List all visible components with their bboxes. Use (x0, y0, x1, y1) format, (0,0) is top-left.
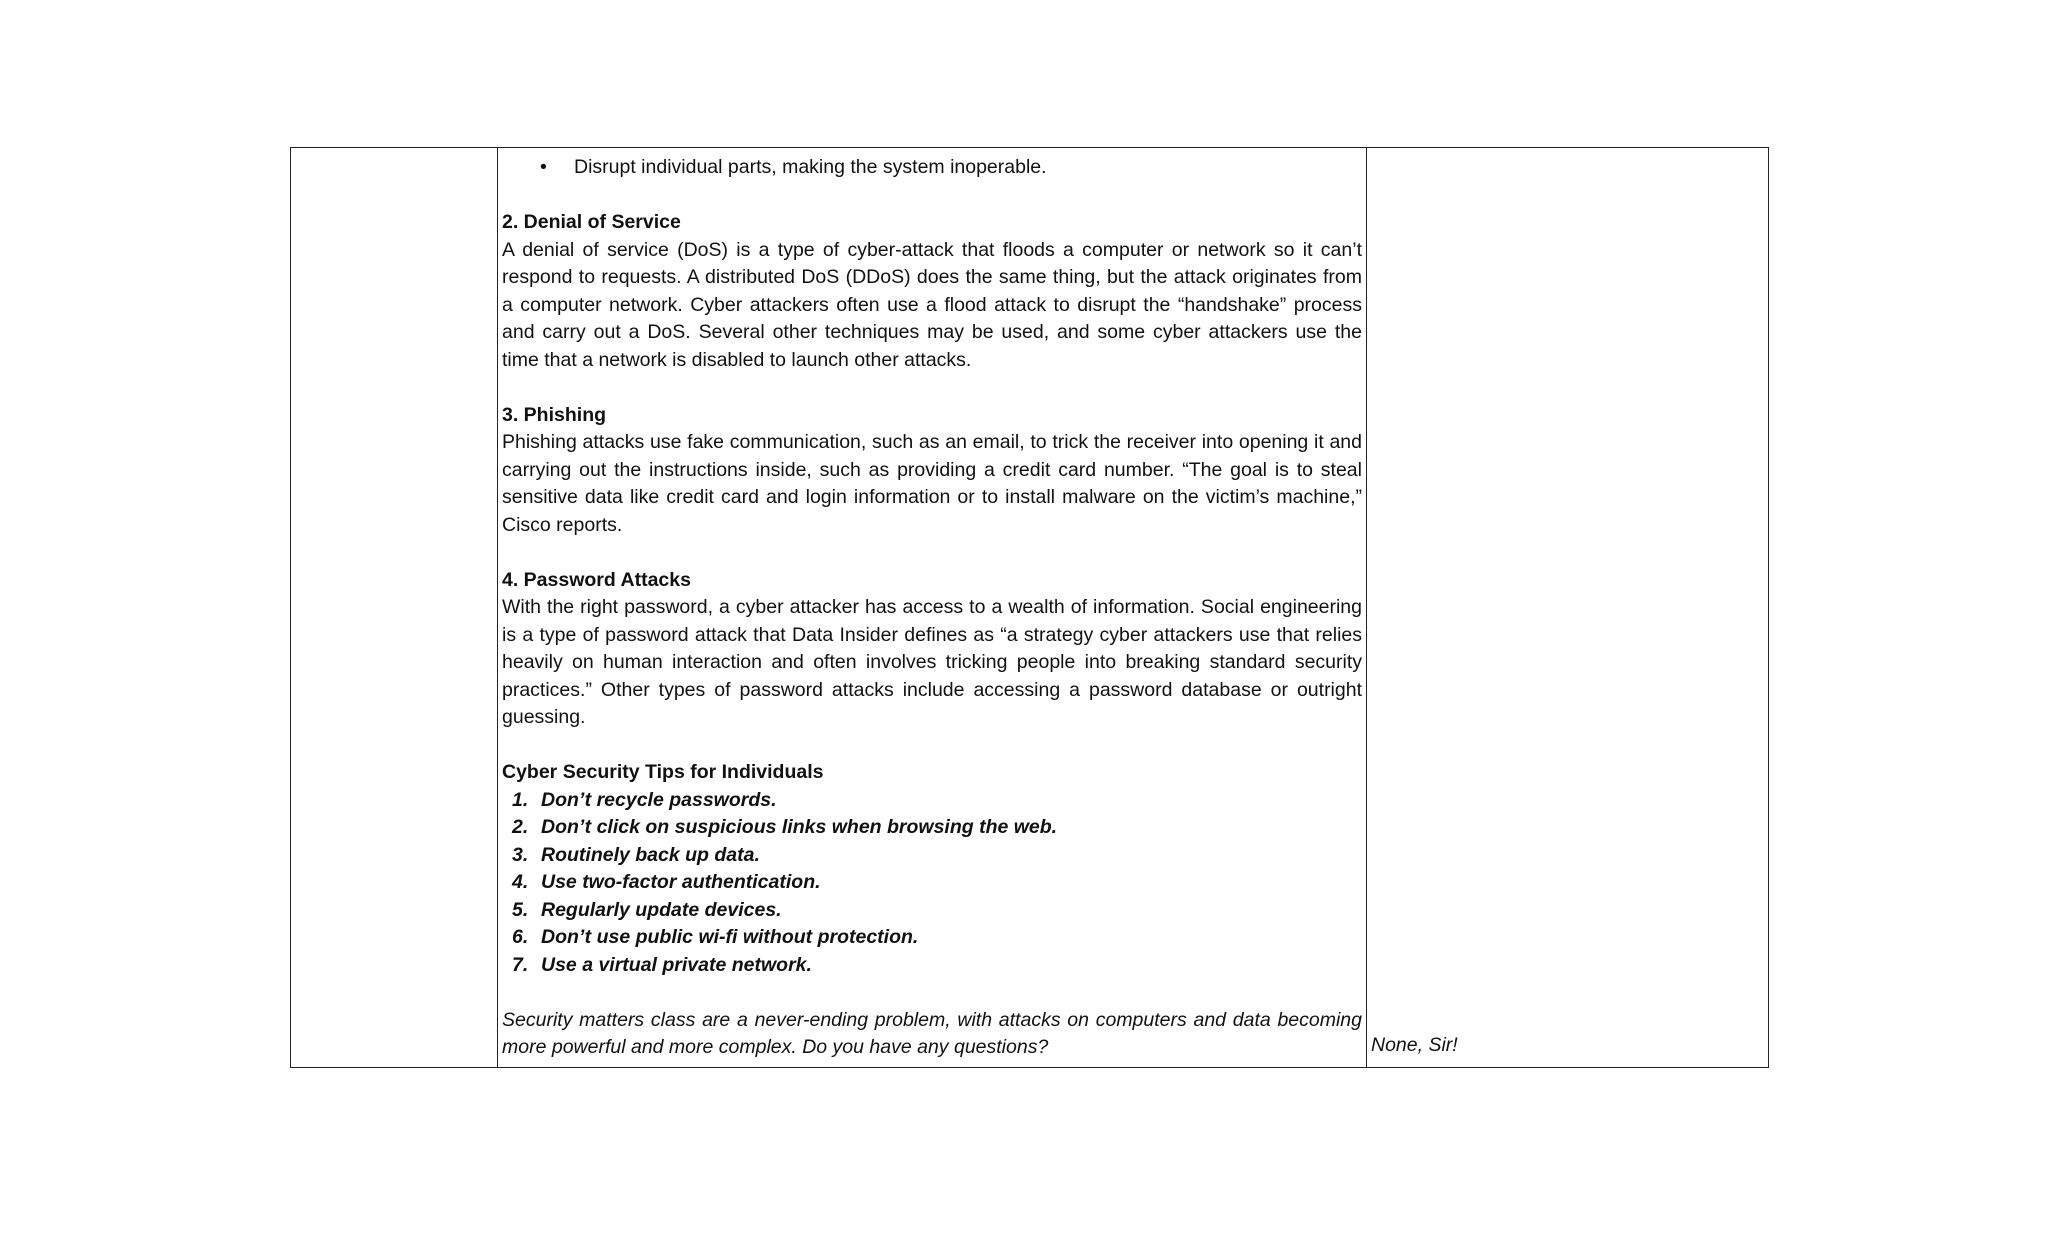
list-item (512, 897, 1362, 925)
lesson-table (290, 147, 1769, 1068)
section-body-phishing: Phishing attacks use fake communication, such as an email, to trick the receiver into opening it and carrying out the instructions inside, such as providing a credit card number. “The goal is to steal sensitive data like credit card and login information or to install malware on the victim’s machine,” Cisco reports. (502, 431, 1362, 536)
left-column (291, 148, 498, 1067)
teacher-activity-column (498, 148, 1367, 1067)
closing-question: Security matters class are a never-ending problem, with attacks on computers and data becoming more powerful and more complex. Do you have any questions? (502, 1008, 1362, 1058)
list-item (512, 787, 1362, 815)
tip-number: 5. (512, 898, 529, 921)
tip-text: Routinely back up data. (541, 843, 760, 866)
tip-text: Use two-factor authentication. (541, 871, 821, 893)
tip-number: 2. (512, 816, 529, 838)
bullet-list (502, 154, 1362, 182)
tip-text: Don’t recycle passwords. (541, 788, 777, 811)
student-activity-column (1367, 148, 1768, 1067)
tip-text: Regularly update devices. (541, 898, 782, 921)
student-response: None, Sir! (1371, 1033, 1458, 1056)
list-item (512, 814, 1362, 842)
tip-number: 7. (512, 953, 529, 976)
tip-number: 3. (512, 843, 529, 866)
section-heading-phishing: 3. Phishing (502, 403, 607, 426)
section-body-dos: A denial of service (DoS) is a type of cyber-attack that floods a computer or network so it can’t respond to requests. A distributed DoS (DDoS) does the same thing, but the attack originates from a computer network. Cyber attackers often use a flood attack to disrupt the “handshake” process and carry out a DoS. Several other techniques may be used, and some cyber attackers use the time that a network is disabled to launch other attacks. (502, 238, 1362, 371)
tip-number: 1. (512, 788, 529, 811)
list-item (512, 842, 1362, 870)
list-item (512, 869, 1362, 897)
list-item (512, 924, 1362, 952)
tip-number: 6. (512, 926, 529, 948)
tip-text: Don’t click on suspicious links when browsing the web. (541, 816, 1058, 838)
tip-text: Don’t use public wi-fi without protection. (541, 926, 919, 948)
section-heading-dos: 2. Denial of Service (502, 211, 681, 233)
tip-text: Use a virtual private network. (541, 953, 812, 976)
section-body-password: With the right password, a cyber attacker has access to a wealth of information. Social engineering is a type of password attack that Data Insider defines as “a strategy cyber attackers use that relies heavily on human interaction and often involves tricking people into breaking standard security practices.” Other types of password attacks include accessing a password database or outright guessing. (502, 596, 1362, 728)
bullet-item: • Disrupt individual parts, making the system inoperable. (540, 154, 1362, 182)
list-item (512, 952, 1362, 980)
section-heading-password: 4. Password Attacks (502, 568, 691, 591)
tips-heading: Cyber Security Tips for Individuals (502, 761, 824, 783)
tips-list (502, 787, 1362, 980)
tip-number: 4. (512, 871, 529, 893)
